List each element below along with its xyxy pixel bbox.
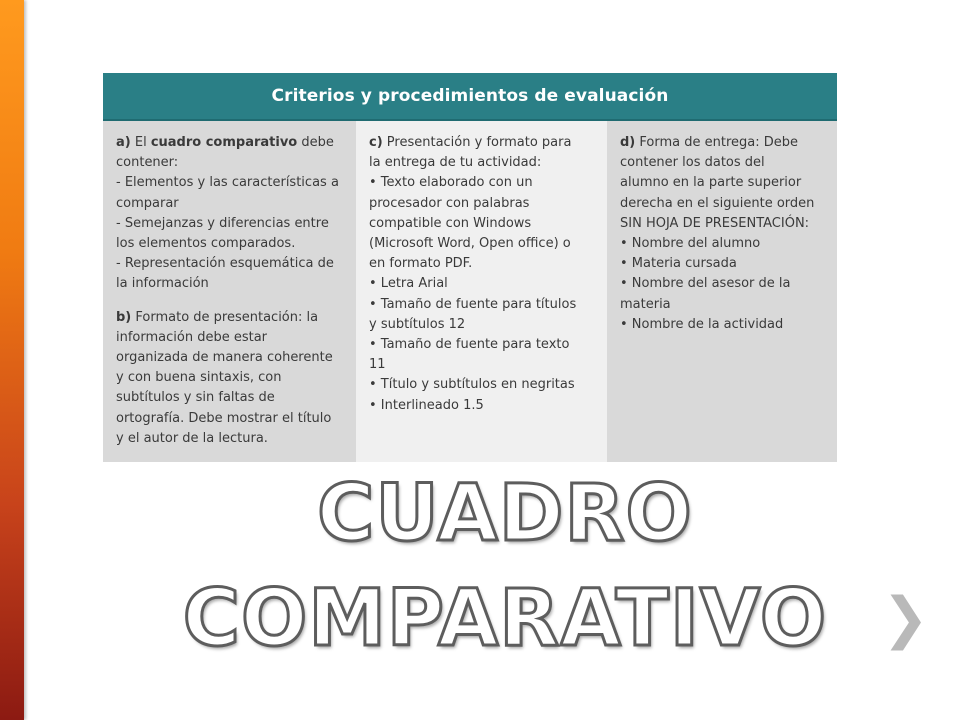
col-a-line: - Semejanzas y diferencias entre — [116, 215, 329, 231]
col-a-text: debe — [297, 135, 334, 150]
col-d-line: materia — [620, 296, 671, 312]
col-d-line: SIN HOJA DE PRESENTACIÓN: — [620, 215, 810, 231]
col-c-line: • Título y subtítulos en negritas — [369, 377, 575, 393]
col-c-line: en formato PDF. — [369, 256, 473, 272]
col-c-line: (Microsoft Word, Open office) o — [369, 236, 571, 252]
col-d-line: contener los datos del — [620, 155, 765, 171]
col-d-prefix: d) — [620, 135, 636, 150]
col-c-line: • Texto elaborado con un — [369, 175, 533, 191]
col-d-line: alumno en la parte superior — [620, 175, 802, 191]
col-a-line: contener: — [116, 155, 179, 171]
col-c-text: Presentación y formato para — [382, 135, 572, 150]
col-a-text: El — [130, 135, 151, 150]
col-c-line: • Interlineado 1.5 — [369, 397, 484, 413]
col-c-line — [369, 133, 597, 153]
col-a-line: los elementos comparados. — [116, 236, 296, 252]
col-c-line: • Tamaño de fuente para texto — [369, 337, 570, 353]
col-a-line: - Elementos y las características a — [116, 175, 339, 191]
table-header: Criterios y procedimientos de evaluación — [103, 73, 837, 121]
col-a-line: - Representación esquemática de — [116, 256, 334, 272]
col-d-line: • Nombre del asesor de la — [620, 276, 791, 292]
col-a-line: la información — [116, 276, 209, 292]
col-a-bold: cuadro comparativo — [150, 135, 298, 150]
col-d-line: derecha en el siguiente orden — [620, 195, 815, 211]
col-c-line: 11 — [369, 357, 386, 373]
col-c-line: • Tamaño de fuente para títulos — [369, 296, 577, 312]
column-a — [103, 121, 356, 462]
col-d-line — [620, 133, 827, 153]
col-a-line: comparar — [116, 195, 179, 211]
col-a-line: información debe estar — [116, 329, 268, 345]
col-a-text: Formato de presentación: la — [131, 309, 319, 325]
col-d-line: • Nombre del alumno — [620, 236, 761, 252]
col-c-line: procesador con palabras — [369, 195, 530, 211]
col-d-text: Forma de entrega: Debe — [635, 135, 798, 150]
col-a-line: subtítulos y sin faltas de — [116, 390, 275, 406]
col-d-line: • Materia cursada — [620, 256, 737, 272]
col-a-line: ortografía. Debe mostrar el título — [116, 410, 332, 426]
col-a-line — [116, 308, 346, 328]
col-a-line: y con buena sintaxis, con — [116, 370, 282, 386]
col-c-line: compatible con Windows — [369, 215, 532, 231]
col-c-line: y subtítulos 12 — [369, 316, 466, 332]
slide-title-line2: COMPARATIVO — [182, 574, 828, 664]
col-a-line — [116, 133, 346, 153]
evaluation-criteria-table — [103, 73, 837, 462]
slide-title-line1: CUADRO — [317, 469, 693, 559]
col-c-line: la entrega de tu actividad: — [369, 155, 542, 171]
col-a-line: y el autor de la lectura. — [116, 430, 268, 446]
column-d — [607, 121, 837, 462]
col-a-prefix: b) — [116, 309, 132, 325]
column-c — [356, 121, 607, 462]
col-c-prefix: c) — [369, 135, 383, 150]
col-a-prefix: a) — [116, 135, 131, 150]
col-a-line: organizada de manera coherente — [116, 350, 333, 366]
col-d-line: • Nombre de la actividad — [620, 316, 784, 332]
next-slide-chevron-icon[interactable]: ❯ — [882, 586, 929, 651]
col-c-line: • Letra Arial — [369, 276, 448, 292]
